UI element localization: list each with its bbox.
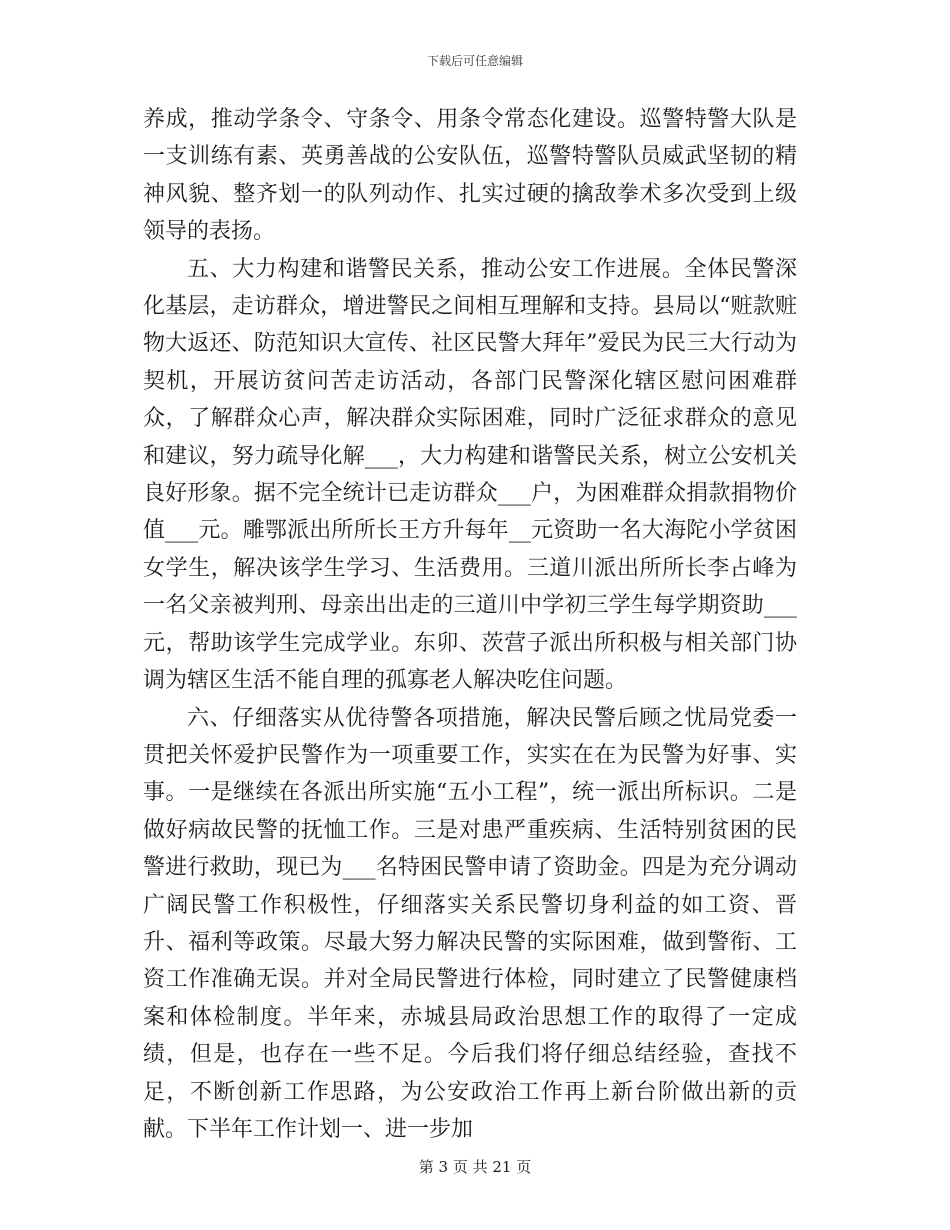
paragraph-section-six: 六、仔细落实从优待警各项措施，解决民警后顾之忧局党委一贯把关怀爱护民警作为一项重要工作，实实在在为民警为好事、实事。一是继续在各派出所实施“五小工程”，统一派出所标识。二是做好病故民警的抚恤工作。三是对患严重疾病、生活特别贫困的民警进行救助，现已为___名特困民警申请了资助金。四是为充分调动广阔民警工作积极性，仔细落实关系民警切身利益的如工资、晋升、福利等政策。尽最大努力解决民警的实际困难，做到警衔、工资工作准确无误。并对全局民警进行体检，同时建立了民警健康档案和体检制度。半年来，赤城县局政治思想工作的取得了一定成绩，但是，也存在一些不足。今后我们将仔细总结经验，查找不足，不断创新工作思路，为公安政治工作再上新台阶做出新的贡献。下半年工作计划一、进一步加	[143, 705, 797, 1142]
paragraph-section-five: 五、大力构建和谐警民关系，推动公安工作进展。全体民警深化基层，走访群众，增进警民之间相互理解和支持。县局以“赃款赃物大返还、防范知识大宣传、社区民警大拜年”爱民为民三大行动为契机，开展访贫问苦走访活动，各部门民警深化辖区慰问困难群众，了解群众心声，解决群众实际困难，同时广泛征求群众的意见和建议，努力疏导化解___，大力构建和谐警民关系，树立公安机关良好形象。据不完全统计已走访群众___户，为困难群众捐款捐物价值___元。雕鄂派出所所长王方升每年__元资助一名大海陀小学贫困女学生，解决该学生学习、生活费用。三道川派出所所长李占峰为一名父亲被判刑、母亲出出走的三道川中学初三学生每学期资助___元，帮助该学生完成学业。东卯、茨营子派出所积极与相关部门协调为辖区生活不能自理的孤寡老人解决吃住问题。	[143, 256, 797, 694]
paragraph-continuation: 养成，推动学条令、守条令、用条令常态化建设。巡警特警大队是一支训练有素、英勇善战的公安队伍，巡警特警队员威武坚韧的精神风貌、整齐划一的队列动作、扎实过硬的擒敌拳术多次受到上级领导的表扬。	[143, 107, 797, 245]
document-body	[143, 101, 797, 1148]
page-header-note: 下载后可任意编辑	[426, 54, 523, 68]
page-number: 第 3 页 共 21 页	[418, 1158, 532, 1176]
